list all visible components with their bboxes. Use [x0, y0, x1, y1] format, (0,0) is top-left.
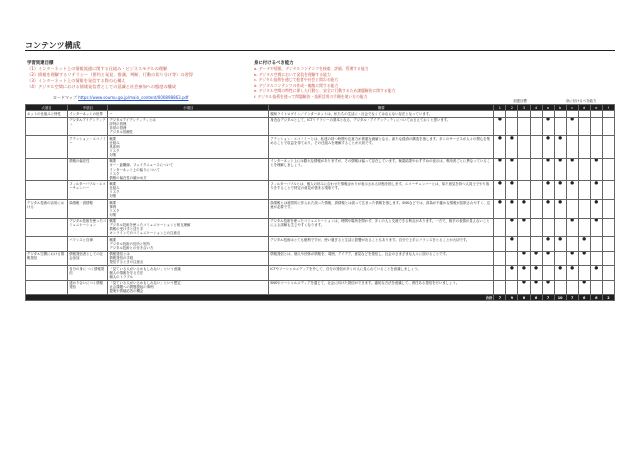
- mark-cell: ●: [578, 280, 590, 294]
- mark-cell: [530, 200, 542, 219]
- table-row: [26, 237, 615, 251]
- mark-cell: ●: [518, 251, 530, 265]
- header-c2: 中項目: [68, 105, 108, 111]
- table-row: [26, 280, 615, 294]
- cell-c4: インターネット上には膨大な情報がありますが、その情報は偏って存在しています。検索結果やおすすめの表示は、利用者ごとに異なっていることを理解しましょう。: [269, 158, 494, 181]
- cell-c2: バランスと自律: [68, 237, 108, 251]
- total-cell: 10: [554, 295, 566, 301]
- mark-cell: ●: [566, 117, 578, 136]
- ability-item: c. デジタル技術を通じて他者や社会と関わる能力: [254, 77, 339, 83]
- ability-item: a. データや情報、デジタルコンテンツを検索、評価、管理する能力: [254, 66, 369, 71]
- cell-c4: フィルターバブルとは、個人の好みに合わせた情報ばかりが表示される状態を指します。エコーチェンバーとは、似た意見を持つ人同士でやり取りをすることで特定の意見が強まる現象です。: [269, 181, 494, 200]
- ability-item: d. デジタルコンテンツの作成・編集に関する能力: [254, 82, 339, 88]
- table-row: [26, 200, 615, 219]
- mark-cell: ●: [542, 117, 554, 136]
- ability-item: f. デジタル技術を使って問題解決・技術活用の手順を使い方の能力: [254, 93, 368, 99]
- header-mark: 1: [494, 105, 506, 111]
- mark-cell: ●: [518, 200, 530, 219]
- mark-cell: ●: [518, 266, 530, 280]
- cell-c2: デジタル技術を使ったコミュニケーション: [68, 218, 108, 237]
- mark-cell: ●: [554, 181, 566, 200]
- mark-cell: [530, 136, 542, 159]
- mark-cell: [602, 266, 614, 280]
- cell-c1: デジタル技術の活用における: [26, 200, 68, 219]
- ability-item: b. デジタル空間において発信を理解する能力: [254, 71, 331, 77]
- header-mark: 4: [530, 105, 542, 111]
- goals-heading: 学習到達目標: [27, 61, 54, 66]
- mark-cell: [566, 136, 578, 159]
- mark-cell: [578, 136, 590, 159]
- mark-cell: [554, 117, 566, 136]
- mark-cell: [590, 136, 602, 159]
- cell-c3: 情報発信とは 情報発信の手段 発信するときの注意点: [108, 251, 269, 265]
- table-row: [26, 266, 615, 280]
- mark-cell: ●: [554, 200, 566, 219]
- total-cell: 6: [518, 295, 530, 301]
- mark-cell: [602, 181, 614, 200]
- mark-cell: [530, 181, 542, 200]
- header-mark: d: [578, 105, 590, 111]
- cell-c4: デジタル技術はとても便利ですが、使い過ぎると生活に影響が出ることもあります。自分で上手にバランスをとることが大切です。: [269, 237, 494, 251]
- mark-cell: [590, 251, 602, 265]
- mark-cell: ●: [566, 181, 578, 200]
- cell-c3: 概要 仕組み 具体例 リスク 対策: [108, 136, 269, 159]
- mark-cell: ●: [506, 136, 518, 159]
- goal-item: （2）情報を理解するリテラシー（要約と発見、推測、判断、行動の切り分け等）の習得: [27, 72, 193, 77]
- mark-cell: [554, 280, 566, 294]
- cell-c2: 自分の身に つく情報発信: [68, 266, 108, 280]
- total-cell: 6: [578, 295, 590, 301]
- title-divider: [25, 50, 615, 51]
- header-c4: 概要: [269, 105, 494, 111]
- mark-cell: ●: [542, 251, 554, 265]
- total-cell: 2: [602, 295, 614, 301]
- right-header-abilities: 身に付けるべき能力: [565, 99, 597, 103]
- header-mark: e: [590, 105, 602, 111]
- mark-cell: [506, 117, 518, 136]
- mark-cell: ●: [494, 158, 506, 181]
- total-cell: 9: [506, 295, 518, 301]
- content-structure-table: [25, 104, 615, 301]
- mark-cell: ●: [506, 181, 518, 200]
- mark-cell: [602, 158, 614, 181]
- cell-c3: 「見ている人がいるかもしれない」という意識 個人の情報を守る方法 個人のトラブル: [108, 266, 269, 280]
- roadmap-line: [53, 95, 188, 101]
- roadmap-label: ロードマップ: [53, 95, 77, 100]
- cell-c1: [26, 218, 68, 237]
- mark-cell: ●: [542, 200, 554, 219]
- cell-c4: アテンション・エコノミーとは、私達の持つ時間や注意力が貴重な価値となる、新たな経済の構造を指します。多くのサービスが人々の関心を集めることで収益を得ており、その仕組みを理解することが大切です。: [269, 136, 494, 159]
- mark-cell: ●: [578, 251, 590, 265]
- mark-cell: ●: [590, 218, 602, 237]
- mark-cell: [590, 237, 602, 251]
- total-cell: 6: [530, 295, 542, 301]
- mark-cell: [518, 181, 530, 200]
- mark-cell: ●: [566, 218, 578, 237]
- cell-c3: 「見ている人がいるかもしれない」という想定 社会課題への問題提起の事例 提案や質疑応答の機会: [108, 280, 269, 294]
- mark-cell: [554, 251, 566, 265]
- totals-label: 合計: [26, 295, 494, 301]
- mark-cell: ●: [530, 280, 542, 294]
- cell-c4: 情報発信とは、個人や団体が情報を、周囲、アイデア、意見などを発信し、社会のさまざまな人々に届けることです。: [269, 251, 494, 265]
- goals-list: [27, 66, 193, 90]
- table-row: [26, 158, 615, 181]
- mark-cell: ●: [506, 218, 518, 237]
- mark-cell: ●: [554, 136, 566, 159]
- goal-item: （1）インターネット上の情報流通に関する仕組み・ビジネスモデルの理解: [27, 66, 168, 71]
- mark-cell: ●: [506, 158, 518, 181]
- cell-c1: [26, 117, 68, 136]
- mark-cell: ●: [566, 158, 578, 181]
- cell-c2: 遠かり合いにつく情報発信: [68, 280, 108, 294]
- mark-cell: [494, 266, 506, 280]
- mark-cell: ●: [542, 237, 554, 251]
- roadmap-link[interactable]: https://www.soumu.go.jp/main_content/000898863.pdf: [78, 95, 189, 100]
- mark-cell: [518, 117, 530, 136]
- total-cell: 7: [566, 295, 578, 301]
- abilities-list: [254, 66, 395, 100]
- mark-cell: [590, 280, 602, 294]
- header-mark: 3: [518, 105, 530, 111]
- mark-cell: [530, 158, 542, 181]
- mark-cell: [518, 136, 530, 159]
- cell-c4: 親和ライトログイン／インターネットは、私たちの生活に・社会でなくてはならない存在となっています。: [269, 111, 494, 117]
- table-row: [26, 181, 615, 200]
- mark-cell: [590, 117, 602, 136]
- header-mark: c: [566, 105, 578, 111]
- mark-cell: [566, 200, 578, 219]
- mark-cell: ●: [506, 237, 518, 251]
- mark-cell: [578, 117, 590, 136]
- cell-c4: 身近なデジタルとして、ICTリテラシーの基本となる、デジタル・アイデンティティについておさえておくと思います。: [269, 117, 494, 136]
- mark-cell: ●: [506, 266, 518, 280]
- mark-cell: ●: [542, 181, 554, 200]
- mark-cell: [554, 218, 566, 237]
- mark-cell: [494, 218, 506, 237]
- mark-cell: ●: [506, 200, 518, 219]
- mark-cell: [578, 158, 590, 181]
- cell-c1: ネットの仕組みと特性: [26, 111, 68, 117]
- table-row: [26, 251, 615, 265]
- cell-c1: [26, 158, 68, 181]
- mark-cell: ●: [590, 266, 602, 280]
- header-c1: 大項目: [26, 105, 68, 111]
- table-row: [26, 136, 615, 159]
- mark-cell: ●: [590, 158, 602, 181]
- table-row: [26, 117, 615, 136]
- mark-cell: ●: [554, 237, 566, 251]
- mark-cell: ●: [578, 237, 590, 251]
- mark-cell: [602, 117, 614, 136]
- cell-c4: SNSやソーシャルメディアを通じて、社会に向けた発信ができます。適切な方法を意識して、責任ある発信を行いましょう。: [269, 280, 494, 294]
- mark-cell: [506, 280, 518, 294]
- ability-item: e. デジタル空間の特性に即した行動と、安全に行動するため課題解決に関する能力: [254, 88, 396, 94]
- header-mark: f: [602, 105, 614, 111]
- cell-c1: [26, 280, 68, 294]
- header-mark: b: [554, 105, 566, 111]
- mark-cell: ●: [566, 251, 578, 265]
- mark-cell: ●: [530, 266, 542, 280]
- mark-cell: [578, 200, 590, 219]
- cell-c2: 情報の偏在性: [68, 158, 108, 181]
- mark-cell: [602, 251, 614, 265]
- cell-c3: 概要 カー・距離線、フェイクニュースについて インターネット上の偏りについて リスク 情報の偏在性の確かめ方: [108, 158, 269, 181]
- mark-cell: [578, 218, 590, 237]
- total-cell: 7: [542, 295, 554, 301]
- cell-c3: デジタルアイデンティティとは 評判の管理 非常の管理 デジタル信頼性: [108, 117, 269, 136]
- mark-cell: [578, 181, 590, 200]
- cell-c3: 概要 仕組み リスク 対策: [108, 181, 269, 200]
- cell-c2: フィルターバブル・エコーチェンバー: [68, 181, 108, 200]
- mark-cell: [518, 237, 530, 251]
- mark-cell: [518, 158, 530, 181]
- mark-cell: [530, 117, 542, 136]
- mark-cell: ●: [518, 280, 530, 294]
- mark-cell: [566, 237, 578, 251]
- cell-c4: デジタル技術を使ったコミュニケーションは、時間や場所を問わず、多くの人と交流できる利点があります。一方で、相手の表情が見えないことによる誤解も生じやすくなります。: [269, 218, 494, 237]
- table-row: [26, 218, 615, 237]
- cell-c2: デジタルアイデンティティ: [68, 117, 108, 136]
- mark-cell: [530, 218, 542, 237]
- total-cell: 7: [494, 295, 506, 301]
- cell-c3: 概要 デジタル技術を使ったコミュニケーションと相互理解 情報の受け手と送り手 オンラインでのコミュニケーション上の注意点: [108, 218, 269, 237]
- cell-c2: インターネットの世界: [68, 111, 108, 117]
- cell-c4: ICTやソーシャルメディアを介して、自分の発信が多くの人に見られていることを意識しましょう。: [269, 266, 494, 280]
- mark-cell: ●: [494, 200, 506, 219]
- header-c3: 小項目: [108, 105, 269, 111]
- mark-cell: ●: [590, 200, 602, 219]
- goal-item: （4）デジタル空間における情報発信者としての意識と社会参加への態度の醸成: [27, 84, 176, 89]
- mark-cell: ●: [566, 266, 578, 280]
- goal-item: （3）インターネット上の情報を発信する際の心構え: [27, 78, 126, 83]
- mark-cell: [494, 237, 506, 251]
- cell-c4: 偽情報とは意図的に作られた誤った情報、誤情報とは誤って広まった情報を指します。SNSなどでは、真偽が不確かな情報が拡散されやすく、注意が必要です。: [269, 200, 494, 219]
- cell-c1: [26, 181, 68, 200]
- mark-cell: ●: [494, 181, 506, 200]
- mark-cell: ●: [494, 136, 506, 159]
- mark-cell: [578, 266, 590, 280]
- mark-cell: [542, 266, 554, 280]
- mark-cell: ●: [518, 218, 530, 237]
- cell-c1: デジタル空間における情報発信: [26, 251, 68, 265]
- mark-cell: ●: [542, 136, 554, 159]
- mark-cell: ●: [554, 266, 566, 280]
- mark-cell: ●: [554, 158, 566, 181]
- mark-cell: [602, 200, 614, 219]
- cell-c3: 概要 事例 リスク 対策: [108, 200, 269, 219]
- totals-row: [26, 295, 615, 301]
- mark-cell: ●: [542, 280, 554, 294]
- mark-cell: [494, 251, 506, 265]
- mark-cell: [542, 218, 554, 237]
- header-mark: a: [542, 105, 554, 111]
- mark-cell: [602, 237, 614, 251]
- total-cell: 6: [590, 295, 602, 301]
- mark-cell: [530, 237, 542, 251]
- right-header-goals: 到達目標: [513, 99, 527, 103]
- mark-cell: ●: [494, 117, 506, 136]
- cell-c2: 情報発信者としての社会参加: [68, 251, 108, 265]
- mark-cell: [602, 136, 614, 159]
- mark-cell: [494, 280, 506, 294]
- cell-c3: ー: [108, 111, 269, 117]
- mark-cell: [602, 218, 614, 237]
- page-title: コンテンツ構成: [25, 41, 81, 50]
- cell-c2: アテンション・エコノミー: [68, 136, 108, 159]
- mark-cell: ●: [590, 181, 602, 200]
- abilities-heading: 身に付けるべき能力: [254, 61, 294, 66]
- mark-cell: ●: [542, 158, 554, 181]
- mark-cell: [566, 280, 578, 294]
- mark-cell: [506, 251, 518, 265]
- cell-c2: 偽情報・誤情報: [68, 200, 108, 219]
- cell-c3: 概要 デジタル技術の長所と短所 デジタル技術との付き合い方: [108, 237, 269, 251]
- cell-c1: [26, 266, 68, 280]
- cell-c1: [26, 136, 68, 159]
- mark-cell: [602, 280, 614, 294]
- mark-cell: ●: [530, 251, 542, 265]
- cell-c1: [26, 237, 68, 251]
- header-mark: 2: [506, 105, 518, 111]
